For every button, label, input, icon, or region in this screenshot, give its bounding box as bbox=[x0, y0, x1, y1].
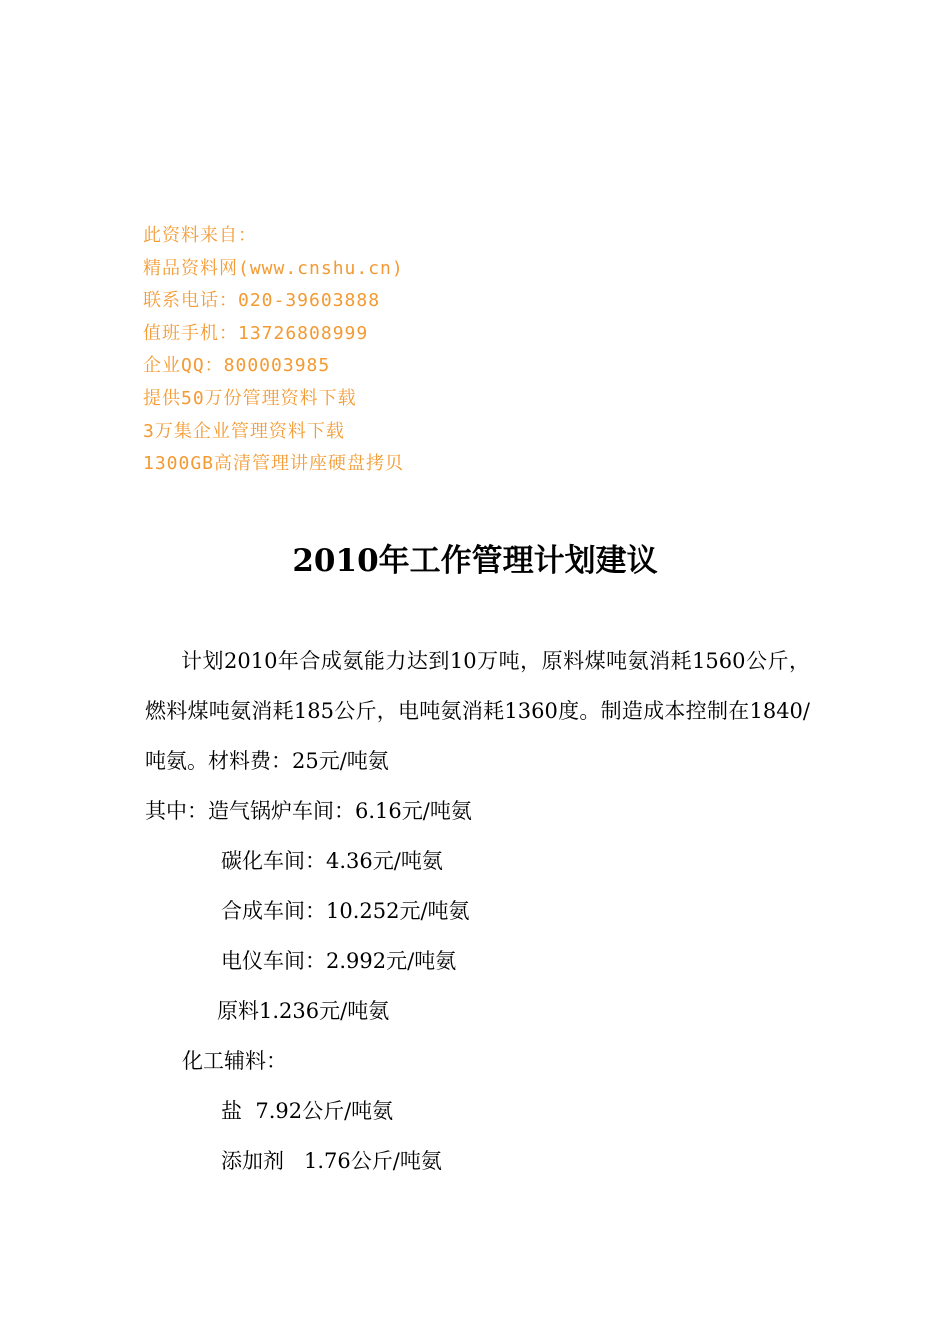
source-line-mobile: 值班手机：13726808999 bbox=[143, 322, 369, 344]
source-info-block bbox=[143, 220, 404, 481]
source-line-phone: 联系电话：020-39603888 bbox=[143, 290, 381, 312]
source-line-qq: 企业QQ：800003985 bbox=[143, 355, 331, 377]
source-line-website: 精品资料网(www.cnshu.cn) bbox=[143, 257, 404, 279]
cost-item-carbonization: 碳化车间：4.36元/吨氨 bbox=[221, 849, 443, 873]
source-line-offer-2: 3万集企业管理资料下载 bbox=[143, 420, 345, 442]
source-line-offer-3: 1300GB高清管理讲座硬盘拷贝 bbox=[143, 453, 405, 475]
cost-item-gasification: 其中：造气锅炉车间：6.16元/吨氨 bbox=[145, 799, 472, 823]
source-line-offer-1: 提供50万份管理资料下载 bbox=[143, 387, 357, 409]
auxiliary-item-additive: 添加剂 1.76公斤/吨氨 bbox=[221, 1149, 442, 1173]
auxiliary-item-salt: 盐 7.92公斤/吨氨 bbox=[221, 1099, 394, 1123]
cost-item-raw-material: 原料1.236元/吨氨 bbox=[217, 999, 390, 1023]
cost-item-synthesis: 合成车间：10.252元/吨氨 bbox=[221, 899, 470, 923]
intro-paragraph: 计划2010年合成氨能力达到10万吨，原料煤吨氨消耗1560公斤，燃料煤吨氨消耗185公斤，电吨氨消耗1360度。制造成本控制在1840/吨氨。材料费：25元/吨氨 bbox=[145, 649, 810, 773]
chemical-auxiliaries-heading: 化工辅料： bbox=[182, 1049, 287, 1073]
document-title: 2010年工作管理计划建议 bbox=[292, 543, 658, 579]
document-body bbox=[145, 636, 810, 1186]
cost-item-electrical: 电仪车间：2.992元/吨氨 bbox=[221, 949, 457, 973]
source-line-origin: 此资料来自： bbox=[143, 225, 257, 246]
